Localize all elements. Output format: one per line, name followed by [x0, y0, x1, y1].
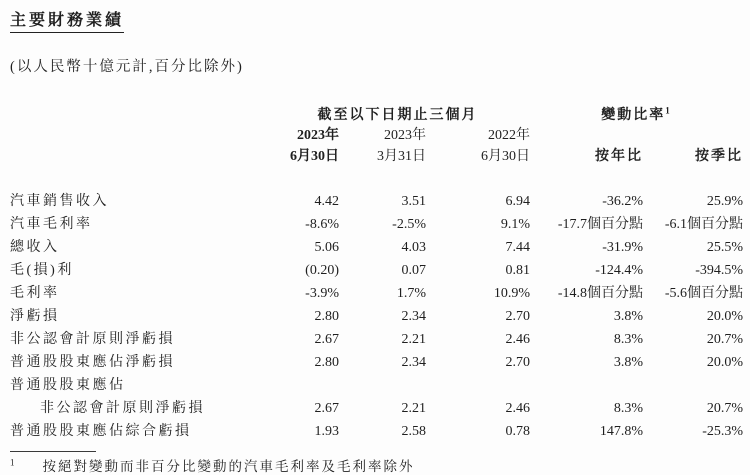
page-title: 主要財務業績 [10, 11, 124, 33]
cell-value: 10.9% [493, 286, 531, 301]
cell-value [339, 371, 426, 394]
cell-value: -36.2% [602, 194, 644, 209]
row-label: 淨虧損 [10, 309, 60, 324]
table-row [10, 325, 743, 348]
cell-value: 2.46 [505, 401, 531, 416]
cell-value: 2.58 [401, 424, 426, 439]
col1-year: 2023年 [297, 128, 339, 143]
cell-value: 4.03 [401, 240, 426, 255]
cell-value [265, 371, 339, 394]
change-group-header [530, 104, 743, 124]
col3-date: 6月30日 [481, 149, 531, 164]
cell-value: 25.9% [706, 194, 744, 209]
empty-corner-cell [10, 104, 265, 124]
table-row [10, 187, 743, 210]
date-header-row [10, 144, 743, 165]
table-row [10, 279, 743, 302]
col2-date: 3月31日 [377, 149, 426, 164]
cell-value: -25.3% [702, 424, 744, 439]
row-label: 毛(損)利 [10, 263, 74, 278]
cell-value: 20.7% [706, 401, 744, 416]
cell-value: 2.67 [314, 401, 339, 416]
cell-value: 2.21 [401, 401, 426, 416]
cell-value: -8.6% [305, 217, 339, 232]
cell-value: 1.7% [396, 286, 426, 301]
cell-value: 20.7% [706, 332, 744, 347]
cell-value: 2.67 [314, 332, 339, 347]
table-row [10, 233, 743, 256]
period-group-label: 截至以下日期止三個月 [317, 108, 478, 123]
cell-value: 2.34 [401, 309, 426, 324]
cell-value [530, 371, 643, 394]
cell-value: -3.9% [305, 286, 339, 301]
cell-value: 3.8% [613, 309, 644, 324]
table-row [10, 302, 743, 325]
cell-value: 20.0% [706, 355, 744, 370]
table-row [10, 371, 743, 394]
row-label: 總收入 [10, 240, 60, 255]
row-label: 非公認會計原則淨虧損 [40, 401, 205, 416]
cell-value: (0.20) [305, 263, 339, 278]
col2-year: 2023年 [384, 128, 426, 143]
cell-value: -394.5% [695, 263, 744, 278]
cell-value: 0.07 [401, 263, 426, 278]
change-group-label: 變動比率 [601, 108, 666, 123]
cell-value: 2.34 [401, 355, 426, 370]
table-row [10, 256, 743, 279]
row-label: 汽車銷售收入 [10, 194, 109, 209]
cell-value: 6.94 [505, 194, 531, 209]
cell-value: 8.3% [613, 332, 644, 347]
col4-header-yoy: 按年比 [595, 149, 644, 164]
table-row [10, 210, 743, 233]
col5-header-qoq: 按季比 [695, 149, 744, 164]
cell-value: 9.1% [500, 217, 531, 232]
cell-value: -124.4% [595, 263, 644, 278]
cell-value: 2.70 [505, 309, 531, 324]
financial-results-table [10, 104, 743, 440]
footnote-text: 按絕對變動而非百分比變動的汽車毛利率及毛利率除外 [42, 459, 415, 474]
row-label: 非公認會計原則淨虧損 [10, 332, 175, 347]
group-header-row [10, 104, 743, 124]
year-header-row [10, 124, 743, 144]
cell-value: 2.21 [401, 332, 426, 347]
cell-value: -14.8個百分點 [557, 286, 644, 301]
page-subtitle: (以人民幣十億元計,百分比除外) [10, 59, 244, 75]
cell-value: 2.70 [505, 355, 531, 370]
row-label: 普通股股東應佔淨虧損 [10, 355, 175, 370]
footnote-line [10, 455, 741, 475]
table-row [10, 417, 743, 440]
cell-value [643, 371, 743, 394]
cell-value: 3.51 [401, 194, 426, 209]
table-row [10, 394, 743, 417]
cell-value: 5.06 [314, 240, 339, 255]
cell-value [426, 371, 530, 394]
cell-value: 7.44 [505, 240, 531, 255]
table-row [10, 348, 743, 371]
row-label: 普通股股東應佔 [10, 378, 126, 393]
cell-value: 20.0% [706, 309, 744, 324]
footnote-separator-rule [10, 451, 96, 452]
cell-value: 2.46 [505, 332, 531, 347]
period-group-header [265, 104, 530, 124]
row-label: 普通股股東應佔綜合虧損 [10, 424, 192, 439]
row-label: 毛利率 [10, 286, 60, 301]
cell-value: 2.80 [314, 309, 339, 324]
cell-value: 4.42 [314, 194, 339, 209]
cell-value: -5.6個百分點 [664, 286, 744, 301]
cell-value: 3.8% [613, 355, 644, 370]
col1-date: 6月30日 [290, 149, 339, 164]
cell-value: -17.7個百分點 [557, 217, 644, 232]
cell-value: 0.78 [505, 424, 531, 439]
cell-value: 147.8% [599, 424, 644, 439]
cell-value: -6.1個百分點 [664, 217, 744, 232]
cell-value: 1.93 [314, 424, 339, 439]
cell-value: -2.5% [392, 217, 426, 232]
header-spacer-row [10, 165, 743, 187]
row-label: 汽車毛利率 [10, 217, 93, 232]
col3-year: 2022年 [488, 128, 531, 143]
cell-value: 8.3% [613, 401, 644, 416]
footnote [10, 451, 741, 475]
cell-value: 0.81 [505, 263, 531, 278]
cell-value: 25.5% [706, 240, 744, 255]
cell-value: -31.9% [602, 240, 644, 255]
footnote-mark: 1 [10, 457, 17, 468]
footnote-mark-superscript: 1 [665, 105, 672, 116]
cell-value: 2.80 [314, 355, 339, 370]
